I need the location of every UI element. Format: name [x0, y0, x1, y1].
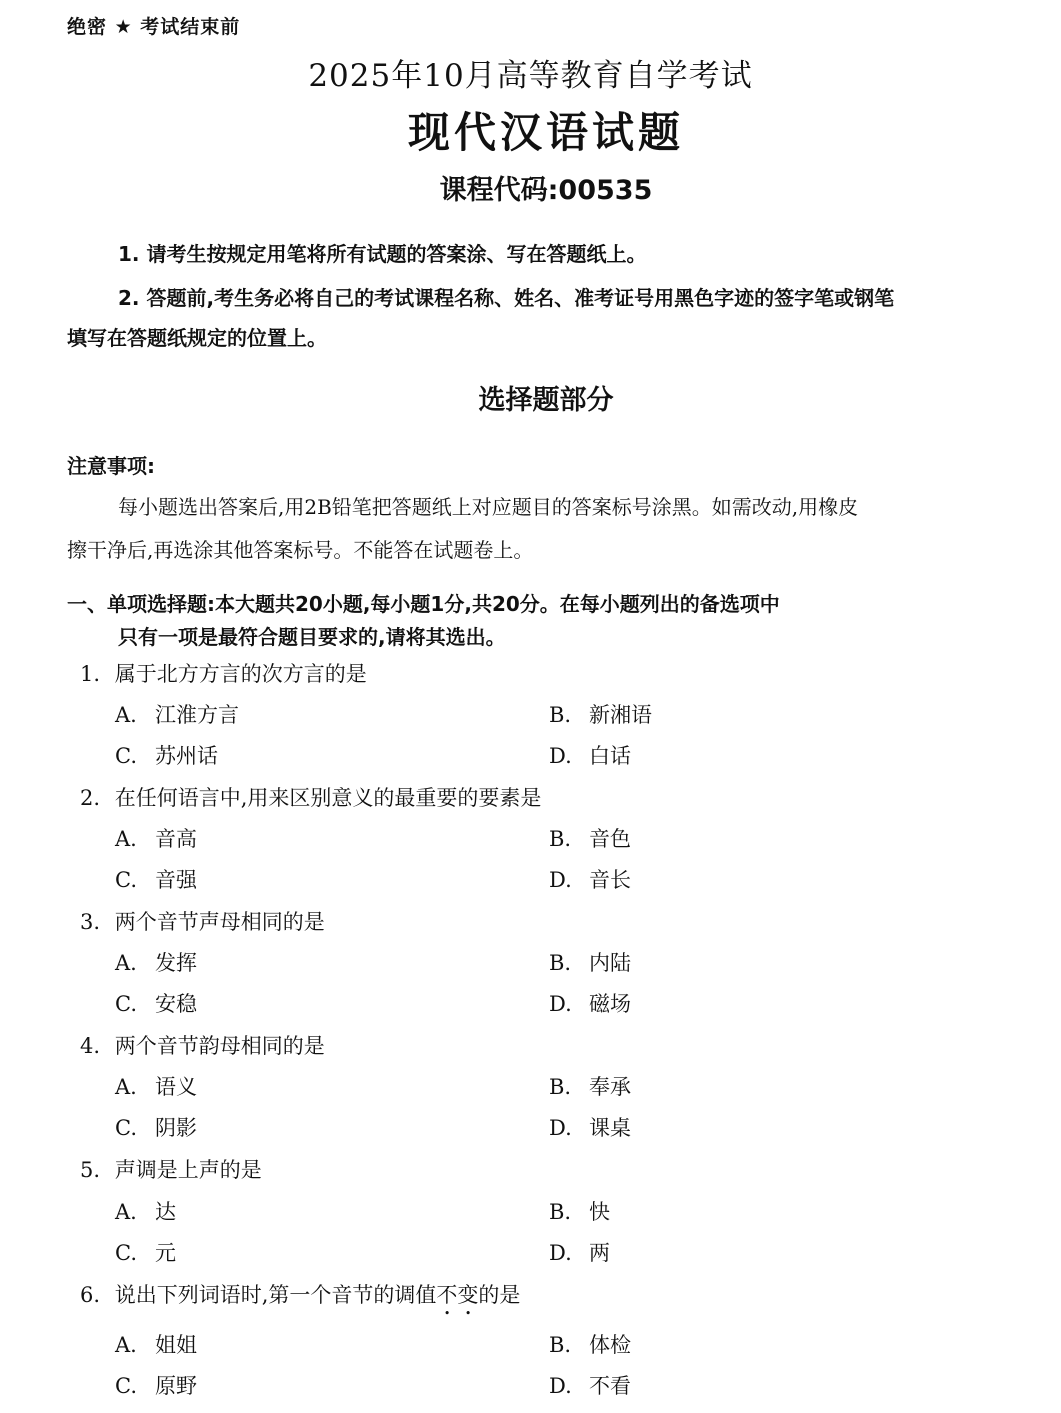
- option-text: 江淮方言: [155, 703, 239, 727]
- option-letter: D.: [549, 1374, 572, 1398]
- option-text: 姐姐: [155, 1333, 197, 1357]
- option-text: 新湘语: [589, 703, 652, 727]
- course-code: 课程代码:00535: [439, 175, 653, 206]
- section-title: 选择题部分: [478, 385, 614, 416]
- question-6: [80, 1279, 520, 1320]
- option-letter: C.: [115, 1374, 137, 1398]
- question-text: 说出下列词语时,第一个音节的调值: [114, 1283, 437, 1307]
- option-text: 安稳: [155, 992, 197, 1016]
- option-c[interactable]: [115, 988, 197, 1018]
- option-text: 阴影: [155, 1116, 197, 1140]
- question-number: 4.: [80, 1034, 101, 1058]
- instruction-item-1: 1. 请考生按规定用笔将所有试题的答案涂、写在答题纸上。: [118, 242, 647, 266]
- option-b[interactable]: [549, 699, 652, 729]
- option-a[interactable]: [115, 1196, 176, 1226]
- option-letter: B.: [549, 827, 572, 851]
- option-text: 体检: [589, 1333, 631, 1357]
- question-text: 声调是上声的是: [114, 1158, 262, 1182]
- option-letter: C.: [115, 744, 137, 768]
- option-letter: A.: [115, 703, 137, 727]
- option-text: 语义: [155, 1075, 197, 1099]
- option-d[interactable]: [549, 1112, 631, 1142]
- option-text: 音色: [589, 827, 631, 851]
- instruction-item-2-line-1: 2. 答题前,考生务必将自己的考试课程名称、姓名、准考证号用黑色字迹的签字笔或钢笔: [118, 286, 895, 310]
- option-letter: A.: [115, 951, 137, 975]
- emphasis-text: 不变: [436, 1283, 479, 1307]
- option-letter: C.: [115, 868, 137, 892]
- option-letter: A.: [115, 827, 137, 851]
- option-letter: D.: [549, 1116, 572, 1140]
- option-text: 磁场: [589, 992, 631, 1016]
- option-d[interactable]: [549, 864, 631, 894]
- option-text: 音长: [589, 868, 631, 892]
- option-text: 奉承: [589, 1075, 631, 1099]
- option-text: 苏州话: [155, 744, 218, 768]
- option-b[interactable]: [549, 1329, 631, 1359]
- option-a[interactable]: [115, 1329, 197, 1359]
- option-text: 音高: [155, 827, 197, 851]
- option-c[interactable]: [115, 1112, 197, 1142]
- option-c[interactable]: [115, 864, 197, 894]
- question-3: [80, 906, 325, 936]
- option-letter: C.: [115, 1241, 137, 1265]
- question-5: [80, 1154, 262, 1184]
- subject-title: 现代汉语试题: [407, 108, 684, 157]
- question-number: 6.: [80, 1283, 101, 1307]
- question-number: 3.: [80, 910, 101, 934]
- option-c[interactable]: [115, 1370, 197, 1400]
- option-text: 音强: [155, 868, 197, 892]
- question-text: 在任何语言中,用来区别意义的最重要的要素是: [114, 786, 542, 810]
- option-d[interactable]: [549, 988, 631, 1018]
- part1-heading-line-2: 只有一项是最符合题目要求的,请将其选出。: [118, 625, 506, 649]
- option-a[interactable]: [115, 1071, 197, 1101]
- option-letter: D.: [549, 868, 572, 892]
- option-a[interactable]: [115, 947, 197, 977]
- option-text: 课桌: [589, 1116, 631, 1140]
- question-number: 2.: [80, 786, 101, 810]
- option-letter: A.: [115, 1333, 137, 1357]
- option-text: 不看: [589, 1374, 631, 1398]
- instruction-item-2-line-2: 填写在答题纸规定的位置上。: [67, 326, 327, 350]
- part1-heading-line-1: 一、单项选择题:本大题共20小题,每小题1分,共20分。在每小题列出的备选项中: [67, 592, 780, 616]
- notice-line-2: 擦干净后,再选涂其他答案标号。不能答在试题卷上。: [67, 538, 534, 562]
- option-c[interactable]: [115, 740, 218, 770]
- option-text: 两: [589, 1241, 610, 1265]
- option-letter: A.: [115, 1075, 137, 1099]
- option-letter: B.: [549, 1075, 572, 1099]
- option-letter: D.: [549, 992, 572, 1016]
- option-text: 快: [589, 1200, 610, 1224]
- option-letter: B.: [549, 703, 572, 727]
- option-text: 发挥: [155, 951, 197, 975]
- option-a[interactable]: [115, 823, 197, 853]
- question-text: 属于北方方言的次方言的是: [114, 662, 367, 686]
- option-letter: D.: [549, 744, 572, 768]
- question-number: 5.: [80, 1158, 101, 1182]
- notice-label: 注意事项:: [67, 454, 155, 478]
- option-b[interactable]: [549, 1196, 610, 1226]
- question-1: [80, 658, 367, 688]
- option-letter: A.: [115, 1200, 137, 1224]
- option-a[interactable]: [115, 699, 239, 729]
- option-text: 达: [155, 1200, 176, 1224]
- question-text: 两个音节韵母相同的是: [114, 1034, 325, 1058]
- question-number: 1.: [80, 662, 101, 686]
- exam-title: 2025年10月高等教育自学考试: [308, 58, 753, 94]
- option-b[interactable]: [549, 1071, 631, 1101]
- question-text: 两个音节声母相同的是: [114, 910, 325, 934]
- option-letter: B.: [549, 951, 572, 975]
- confidential-label: 绝密 ★ 考试结束前: [67, 16, 241, 38]
- option-text: 原野: [155, 1374, 197, 1398]
- option-text: 元: [155, 1241, 176, 1265]
- option-b[interactable]: [549, 823, 631, 853]
- question-4: [80, 1030, 325, 1060]
- option-text: 内陆: [589, 951, 631, 975]
- option-d[interactable]: [549, 740, 631, 770]
- option-c[interactable]: [115, 1237, 176, 1267]
- option-d[interactable]: [549, 1370, 631, 1400]
- question-text-end: 的是: [478, 1283, 521, 1307]
- option-letter: C.: [115, 992, 137, 1016]
- option-text: 白话: [589, 744, 631, 768]
- option-b[interactable]: [549, 947, 631, 977]
- option-letter: C.: [115, 1116, 137, 1140]
- option-letter: B.: [549, 1333, 572, 1357]
- notice-line-1: 每小题选出答案后,用2B铅笔把答题纸上对应题目的答案标号涂黑。如需改动,用橡皮: [118, 495, 859, 519]
- option-letter: B.: [549, 1200, 572, 1224]
- question-2: [80, 782, 541, 812]
- option-d[interactable]: [549, 1237, 610, 1267]
- option-letter: D.: [549, 1241, 572, 1265]
